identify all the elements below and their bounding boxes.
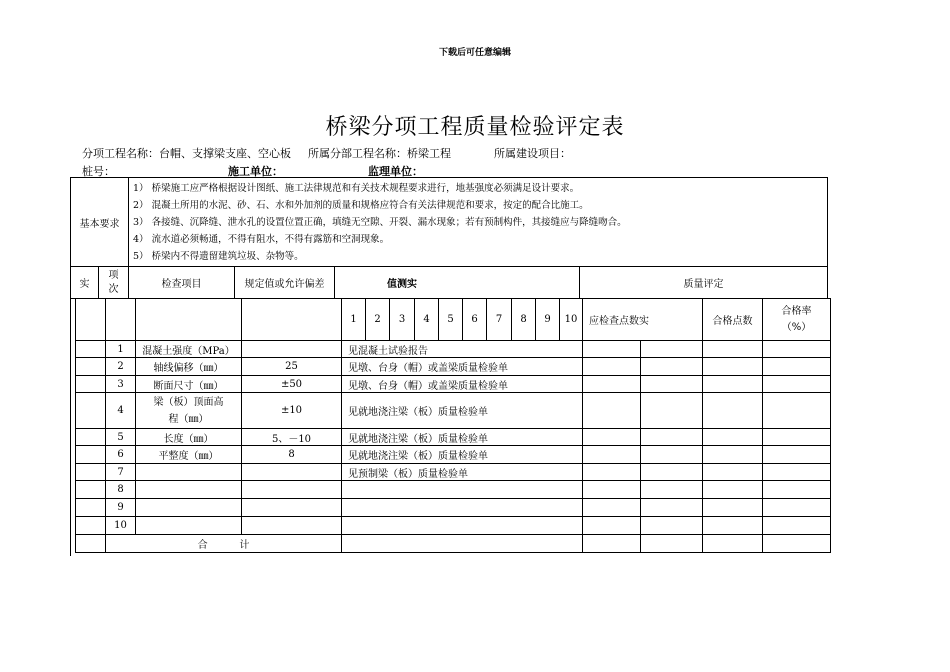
blank-cell <box>583 535 641 553</box>
row-measured-note: 见墩、台身（帽）或盖梁质量检验单 <box>342 358 583 376</box>
table-row <box>76 464 831 481</box>
row-spec <box>242 481 342 499</box>
blank-cell <box>76 376 106 393</box>
row-spec: 5、－10 <box>242 429 342 446</box>
table-row <box>76 341 831 358</box>
left-border-line <box>70 298 71 556</box>
row-measured-note: 见就地浇注梁（板）质量检验单 <box>342 446 583 464</box>
blank-cell <box>703 393 763 429</box>
blank-cell <box>703 481 763 499</box>
row-item <box>136 481 242 499</box>
requirement-item: 5） 桥梁内不得遗留建筑垃圾、杂物等。 <box>133 250 304 262</box>
blank-cell <box>76 299 106 341</box>
col-header-shi: 实 <box>71 267 99 299</box>
blank-cell <box>763 499 831 517</box>
blank-cell <box>703 464 763 481</box>
row-number: 10 <box>106 517 136 535</box>
row-spec <box>242 341 342 358</box>
blank-cell <box>641 341 703 358</box>
row-measured-note: 见墩、台身（帽）或盖梁质量检验单 <box>342 376 583 393</box>
supervisor-label: 监理单位： <box>368 165 423 178</box>
blank-cell <box>641 376 703 393</box>
contractor-label: 施工单位： <box>228 165 283 178</box>
blank-cell <box>583 376 641 393</box>
row-number: 3 <box>106 376 136 393</box>
requirements-table <box>70 177 828 267</box>
blank-cell <box>583 464 641 481</box>
blank-cell <box>763 358 831 376</box>
row-spec <box>242 517 342 535</box>
row-item <box>136 464 242 481</box>
blank-cell <box>76 464 106 481</box>
row-spec: ±50 <box>242 376 342 393</box>
inspection-table <box>75 298 831 553</box>
row-spec: ±10 <box>242 393 342 429</box>
blank-cell <box>641 358 703 376</box>
blank-cell <box>641 393 703 429</box>
row-measured-note: 见就地浇注梁（板）质量检验单 <box>342 393 583 429</box>
blank-cell <box>641 429 703 446</box>
row-measured-note: 见就地浇注梁（板）质量检验单 <box>342 429 583 446</box>
blank-cell <box>76 499 106 517</box>
blank-cell <box>703 376 763 393</box>
blank-cell <box>242 299 342 341</box>
requirement-item: 4） 流水道必须畅通，不得有阻水，不得有露筋和空洞现象。 <box>133 233 390 245</box>
row-measured-note: 见预制梁（板）质量检验单 <box>342 464 583 481</box>
blank-cell <box>76 481 106 499</box>
blank-cell <box>76 341 106 358</box>
parent-project-name: 所属分部工程名称：桥梁工程 <box>308 147 451 160</box>
pile-number-label: 桩号： <box>82 165 115 178</box>
col-header-points: 应检查点数实 <box>583 299 703 341</box>
row-spec: 25 <box>242 358 342 376</box>
measure-col-num: 4 <box>415 299 439 341</box>
row-item: 断面尺寸（㎜） <box>136 376 242 393</box>
row-spec <box>242 464 342 481</box>
row-number: 4 <box>106 393 136 429</box>
blank-cell <box>763 429 831 446</box>
blank-cell <box>76 446 106 464</box>
blank-cell <box>76 429 106 446</box>
blank-cell <box>763 481 831 499</box>
col-header-pass-rate: 合格率（%） <box>763 299 831 341</box>
blank-cell <box>342 535 583 553</box>
blank-cell <box>703 429 763 446</box>
blank-cell <box>641 446 703 464</box>
blank-cell <box>703 499 763 517</box>
blank-cell <box>763 341 831 358</box>
blank-cell <box>76 358 106 376</box>
row-measured-note <box>342 517 583 535</box>
header-note: 下载后可任意编辑 <box>438 48 511 58</box>
row-number: 8 <box>106 481 136 499</box>
measure-col-num: 7 <box>487 299 512 341</box>
blank-cell <box>583 446 641 464</box>
measure-col-num: 10 <box>560 299 583 341</box>
row-number: 9 <box>106 499 136 517</box>
table-row <box>76 358 831 376</box>
row-item: 轴线偏移（㎜） <box>136 358 242 376</box>
blank-cell <box>763 376 831 393</box>
col-header-item: 检查项目 <box>129 267 235 299</box>
row-measured-note: 见混凝土试验报告 <box>342 341 583 358</box>
row-measured-note <box>342 481 583 499</box>
measure-col-num: 9 <box>536 299 560 341</box>
row-number: 6 <box>106 446 136 464</box>
blank-cell <box>703 341 763 358</box>
blank-cell <box>641 535 703 553</box>
table-row <box>76 481 831 499</box>
row-measured-note <box>342 499 583 517</box>
blank-cell <box>763 446 831 464</box>
row-number: 5 <box>106 429 136 446</box>
row-item <box>136 499 242 517</box>
measure-col-num: 2 <box>366 299 390 341</box>
blank-cell <box>583 429 641 446</box>
blank-cell <box>583 358 641 376</box>
blank-cell <box>703 517 763 535</box>
table-row <box>76 517 831 535</box>
requirement-item: 1） 桥梁施工应严格根据设计图纸、施工法律规范和有关技术规程要求进行，地基强度必须满足设计要求。 <box>133 182 580 194</box>
row-item <box>136 517 242 535</box>
table-row <box>76 376 831 393</box>
construction-project-name: 所属建设项目： <box>494 147 571 160</box>
row-spec <box>242 499 342 517</box>
page-title: 桥梁分项工程质量检验评定表 <box>325 115 625 140</box>
requirement-item: 3） 各接缝、沉降缝、泄水孔的设置位置正确，填缝无空隙、开裂、漏水现象；若有预制构件，其接缝应与降缝吻合。 <box>133 216 627 228</box>
table-row <box>76 446 831 464</box>
table-row <box>76 429 831 446</box>
blank-cell <box>583 517 641 535</box>
row-item: 平整度（㎜） <box>136 446 242 464</box>
row-number: 2 <box>106 358 136 376</box>
col-header-pass-points: 合格点数 <box>703 299 763 341</box>
row-item: 混凝土强度（MPa） <box>136 341 242 358</box>
blank-cell <box>703 358 763 376</box>
measure-col-num: 1 <box>342 299 366 341</box>
row-item: 长度（㎜） <box>136 429 242 446</box>
blank-cell <box>583 393 641 429</box>
measure-col-num: 6 <box>463 299 487 341</box>
blank-cell <box>703 446 763 464</box>
row-item: 梁（板）顶面高程（㎜） <box>136 393 242 429</box>
blank-cell <box>763 393 831 429</box>
blank-cell <box>583 481 641 499</box>
col-header-spec: 规定值或允许偏差 <box>235 267 335 299</box>
blank-cell <box>763 464 831 481</box>
blank-cell <box>583 499 641 517</box>
blank-cell <box>76 517 106 535</box>
measure-col-num: 8 <box>512 299 536 341</box>
blank-cell <box>583 341 641 358</box>
total-label: 合 计 <box>106 535 342 553</box>
blank-cell <box>76 393 106 429</box>
blank-cell <box>106 299 136 341</box>
blank-cell <box>76 535 106 553</box>
blank-cell <box>641 464 703 481</box>
row-spec: 8 <box>242 446 342 464</box>
requirements-list <box>129 178 828 267</box>
blank-cell <box>763 517 831 535</box>
blank-cell <box>641 499 703 517</box>
table-row <box>76 393 831 429</box>
blank-cell <box>641 517 703 535</box>
blank-cell <box>703 535 763 553</box>
table-row <box>76 499 831 517</box>
col-header-measured: 值测实 <box>335 267 580 299</box>
blank-cell <box>763 535 831 553</box>
col-header-xiang-ci: 项次 <box>99 267 129 299</box>
requirements-label: 基本要求 <box>71 178 129 267</box>
subproject-name: 分项工程名称：台帽、支撑梁支座、空心板 <box>82 147 291 160</box>
measure-col-num: 5 <box>439 299 463 341</box>
row-number: 7 <box>106 464 136 481</box>
measure-col-num: 3 <box>390 299 415 341</box>
requirement-item: 2） 混凝土所用的水泥、砂、石、水和外加剂的质量和规格应符合有关法律规范和要求，按定的配合比施工。 <box>133 199 589 211</box>
blank-cell <box>136 299 242 341</box>
header-row-table <box>70 266 828 299</box>
col-header-quality: 质量评定 <box>580 267 828 299</box>
info-line-1 <box>82 145 571 161</box>
row-number: 1 <box>106 341 136 358</box>
blank-cell <box>641 481 703 499</box>
